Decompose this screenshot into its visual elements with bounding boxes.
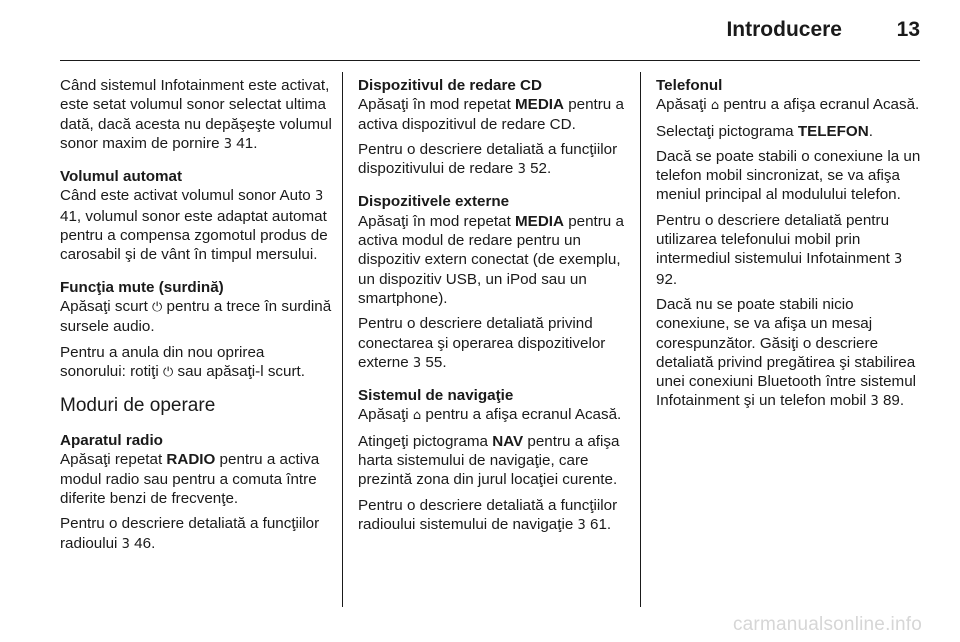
paragraph: Pentru o descriere detaliată a funcţiilor radioului 3 46.	[60, 515, 320, 552]
page-header	[60, 0, 920, 50]
paragraph: Apăsaţi în mod repetat MEDIA pentru a activa modul de redare pentru un dispozitiv extern conectat (de exemplu, un dispozitiv USB, un iPod sau un smartphone).	[358, 212, 624, 307]
paragraph: Când sistemul Infotainment este activat, este setat volumul sonor selectat ultima dată, dacă acesta nu depăşeşte volumul sonor maxim de pornire 3 41.	[60, 77, 332, 152]
intro-block	[60, 76, 332, 154]
header-divider	[60, 60, 920, 61]
column-left	[60, 76, 332, 567]
external-devices-section	[358, 192, 628, 373]
paragraph: Pentru o descriere detaliată a funcţiilor radioului sistemului de navigaţie 3 61.	[358, 496, 618, 533]
button-name-media: MEDIA	[515, 96, 564, 114]
paragraph: Dacă se poate stabili o conexiune la un telefon mobil sincronizat, se va afişa meniul principal al modulului telefon.	[656, 147, 921, 204]
page-ref-arrow-icon: 3	[223, 136, 233, 152]
page-ref-link[interactable]: 41	[60, 207, 77, 225]
section-title: Moduri de operare	[60, 395, 216, 417]
page-ref-link[interactable]: 41	[236, 134, 254, 152]
paragraph: Pentru o descriere detaliată a funcţiilor dispozitivului de redare 3 52.	[358, 140, 618, 178]
page-ref-link[interactable]: 52	[530, 160, 547, 178]
page-ref-arrow-icon: 3	[577, 517, 586, 533]
paragraph: Selectaţi pictograma TELEFON.	[656, 122, 873, 140]
subheading: Aparatul radio	[60, 432, 163, 450]
page-ref-link[interactable]: 92	[656, 270, 673, 288]
subheading: Dispozitivul de redare CD	[358, 77, 542, 94]
cd-section	[358, 76, 628, 179]
mute-section	[60, 278, 332, 382]
page-number: 13	[896, 18, 920, 41]
button-name-media: MEDIA	[515, 212, 564, 230]
chapter-title: Introducere	[726, 18, 842, 41]
paragraph: Apăsaţi scurt ⏻ pentru a trece în surdină sursele audio.	[60, 297, 332, 336]
column-divider	[342, 72, 343, 607]
column-right	[656, 76, 924, 425]
button-name-radio: RADIO	[166, 451, 216, 469]
navigation-section	[358, 386, 628, 535]
home-icon: ⌂	[710, 98, 720, 114]
paragraph: Pentru a anula din nou oprirea sonorului: rotiţi ⏻ sau apăsaţi-l scurt.	[60, 343, 305, 380]
page-ref-arrow-icon: 3	[314, 189, 324, 205]
paragraph: Apăsaţi ⌂ pentru a afişa ecranul Acasă.	[656, 96, 920, 114]
paragraph: Atingeţi pictograma NAV pentru a afişa harta sistemului de navigaţie, care prezintă zona din jurul locaţiei curente.	[358, 432, 620, 489]
column-divider	[640, 72, 641, 607]
paragraph: Pentru o descriere detaliată privind conectarea şi operarea dispozitivelor externe 3 55.	[358, 315, 606, 371]
paragraph: Când este activat volumul sonor Auto 3 41, volumul sonor este adaptat automat pentru a compensa zgomotul produs de carosabil şi de vânt în timpul mersului.	[60, 187, 328, 264]
power-icon: ⏻	[162, 364, 174, 380]
phone-section	[656, 76, 924, 412]
paragraph: Pentru o descriere detaliată pentru utilizarea telefonului mobil prin intermediul sistemului Infotainment 3 92.	[656, 211, 903, 288]
page-ref-arrow-icon: 3	[894, 252, 903, 268]
subheading: Volumul automat	[60, 168, 183, 186]
paragraph: Apăsaţi repetat RADIO pentru a activa modul radio sau pentru a comuta între diferite benzi de frecvenţe.	[60, 451, 320, 508]
paragraph: Apăsaţi ⌂ pentru a afişa ecranul Acasă.	[358, 406, 622, 424]
icon-name-nav: NAV	[492, 432, 524, 450]
page-ref-link[interactable]: 61	[590, 515, 607, 533]
page-ref-arrow-icon: 3	[517, 162, 526, 178]
watermark: carmanualsonline.info	[732, 614, 922, 635]
subheading: Dispozitivele externe	[358, 193, 510, 211]
paragraph: Dacă nu se poate stabili nicio conexiune, se va afişa un mesaj corespunzător. Găsiţi o descriere detaliată privind pregătirea şi stabilirea unei conexiuni Bluetooth între sistemul Infotainment şi un telefon mobil 3 89.	[656, 295, 917, 410]
icon-name-telefon: TELEFON	[797, 122, 869, 140]
page-ref-arrow-icon: 3	[412, 355, 422, 371]
subheading: Sistemul de navigaţie	[358, 387, 514, 405]
page-ref-arrow-icon: 3	[121, 536, 130, 552]
home-icon: ⌂	[412, 408, 422, 424]
power-icon: ⏻	[152, 299, 163, 315]
page-ref-link[interactable]: 55	[425, 353, 443, 371]
page-ref-link[interactable]: 89	[882, 392, 900, 410]
subheading: Funcţia mute (surdină)	[60, 278, 224, 296]
radio-section	[60, 431, 332, 554]
column-middle	[358, 76, 628, 548]
auto-volume-section	[60, 167, 332, 264]
paragraph: Apăsaţi în mod repetat MEDIA pentru a activa dispozitivul de redare CD.	[358, 96, 624, 133]
subheading: Telefonul	[656, 77, 723, 94]
page-ref-arrow-icon: 3	[870, 394, 879, 410]
page-ref-link[interactable]: 46	[134, 534, 152, 552]
